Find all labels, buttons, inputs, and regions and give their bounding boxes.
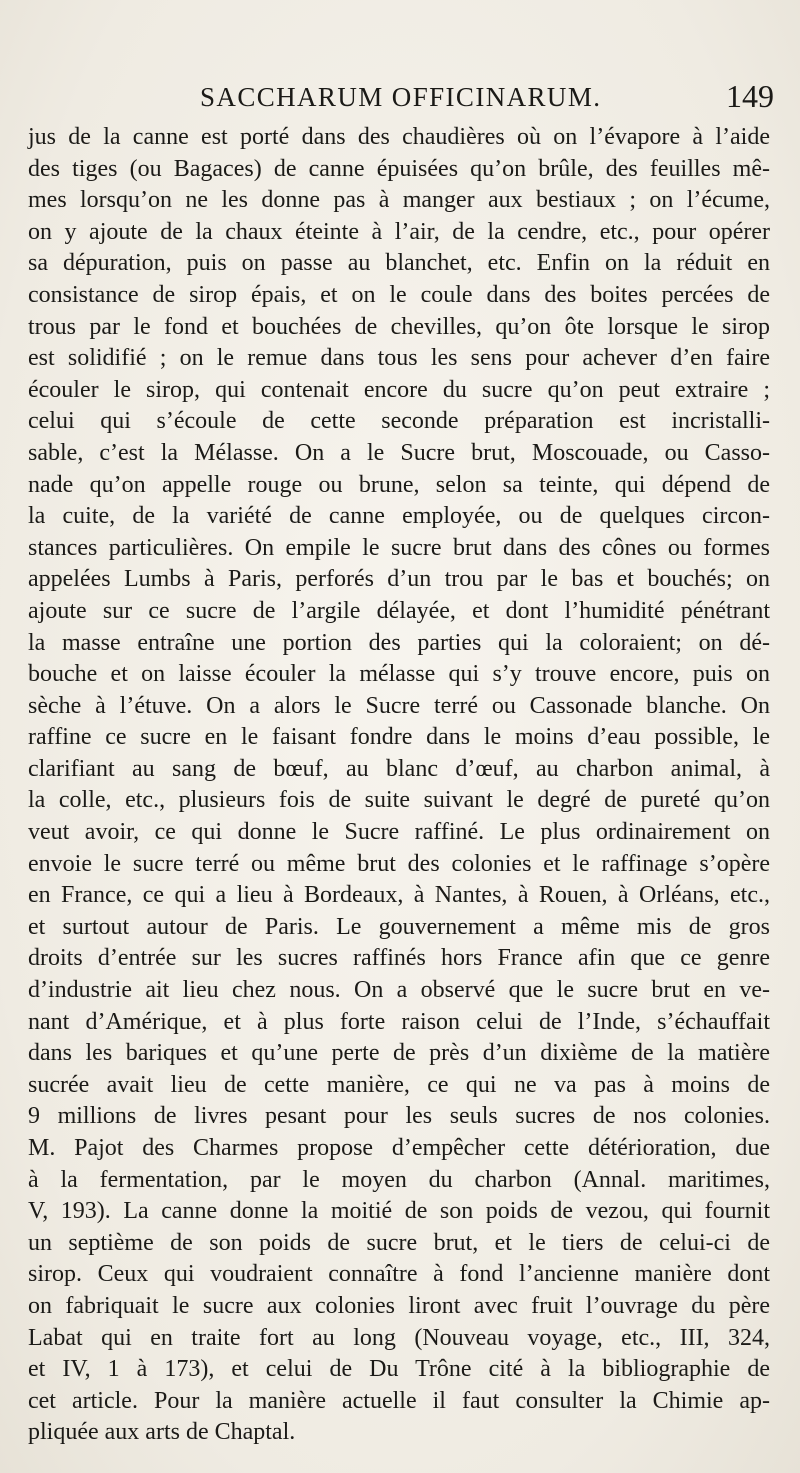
text-line: écouler le sirop, qui contenait encore du sucre qu’on peut extraire ;: [28, 376, 770, 403]
text-line: mes lorsqu’on ne les donne pas à manger aux bestiaux ; on l’écume,: [28, 187, 770, 214]
text-line: appelées Lumbs à Paris, perforés d’un trou par le bas et bouchés; on: [28, 566, 770, 593]
text-line: on fabriquait le sucre aux colonies liront avec fruit l’ouvrage du père: [28, 1292, 770, 1319]
text-line: consistance de sirop épais, et on le coule dans des boites percées de: [28, 281, 770, 308]
text-line: des tiges (ou Bagaces) de canne épuisées qu’on brûle, des feuilles mê-: [28, 155, 770, 182]
text-line: Labat qui en traite fort au long (Nouveau voyage, etc., III, 324,: [28, 1324, 770, 1351]
text-line: ajoute sur ce sucre de l’argile délayée, et dont l’humidité pénétrant: [28, 597, 770, 624]
text-line: droits d’entrée sur les sucres raffinés hors France afin que ce genre: [28, 945, 770, 972]
text-line: à la fermentation, par le moyen du charbon (Annal. maritimes,: [28, 1166, 770, 1193]
text-line: la cuite, de la variété de canne employée, ou de quelques circon-: [28, 503, 770, 530]
text-line: jus de la canne est porté dans des chaudières où on l’évapore à l’aide: [28, 124, 770, 150]
text-line: nade qu’on appelle rouge ou brune, selon sa teinte, qui dépend de: [28, 471, 770, 498]
text-line: M. Pajot des Charmes propose d’empêcher cette détérioration, due: [28, 1135, 770, 1161]
text-line: veut avoir, ce qui donne le Sucre raffiné. Le plus ordinairement on: [28, 819, 770, 846]
text-line: en France, ce qui a lieu à Bordeaux, à Nantes, à Rouen, à Orléans, etc.,: [28, 882, 770, 909]
body-text: [28, 122, 770, 1449]
text-line: celui qui s’écoule de cette seconde préparation est incristalli-: [28, 408, 770, 435]
text-line: on y ajoute de la chaux éteinte à l’air, de la cendre, etc., pour opérer: [28, 218, 770, 245]
text-line: V, 193). La canne donne la moitié de son poids de vezou, qui fournit: [28, 1198, 770, 1225]
page-number: 149: [726, 78, 774, 114]
text-line: trous par le fond et bouchées de chevilles, qu’on ôte lorsque le sirop: [28, 313, 770, 340]
text-line: la colle, etc., plusieurs fois de suite suivant le degré de pureté qu’on: [28, 787, 770, 814]
text-line: et surtout autour de Paris. Le gouvernement a même mis de gros: [28, 913, 770, 940]
text-line: pliquée aux arts de Chaptal.: [28, 1419, 296, 1446]
text-line: nant d’Amérique, et à plus forte raison celui de l’Inde, s’échauffait: [28, 1008, 770, 1035]
text-line: un septième de son poids de sucre brut, et le tiers de celui-ci de: [28, 1229, 770, 1256]
text-line: bouche et on laisse écouler la mélasse qui s’y trouve encore, puis on: [28, 661, 770, 688]
text-line: sable, c’est la Mélasse. On a le Sucre brut, Moscouade, ou Casso-: [28, 439, 770, 466]
text-line: est solidifié ; on le remue dans tous les sens pour achever d’en faire: [28, 345, 770, 372]
running-head: [0, 78, 800, 114]
text-line: et IV, 1 à 173), et celui de Du Trône cité à la bibliographie de: [28, 1356, 770, 1383]
text-line: 9 millions de livres pesant pour les seuls sucres de nos colonies.: [28, 1103, 770, 1130]
text-line: d’industrie ait lieu chez nous. On a observé que le sucre brut en ve-: [28, 977, 770, 1004]
text-line: sèche à l’étuve. On a alors le Sucre terré ou Cassonade blanche. On: [28, 692, 770, 719]
text-line: la masse entraîne une portion des parties qui la coloraient; on dé-: [28, 629, 770, 656]
text-line: sirop. Ceux qui voudraient connaître à fond l’ancienne manière dont: [28, 1261, 770, 1288]
text-line: sucrée avait lieu de cette manière, ce qui ne va pas à moins de: [28, 1071, 770, 1098]
text-line: envoie le sucre terré ou même brut des colonies et le raffinage s’opère: [28, 850, 770, 877]
text-line: cet article. Pour la manière actuelle il faut consulter la Chimie ap-: [28, 1387, 770, 1414]
text-line: sa dépuration, puis on passe au blanchet, etc. Enfin on la réduit en: [28, 250, 770, 277]
text-line: clarifiant au sang de bœuf, au blanc d’œuf, au charbon animal, à: [28, 755, 770, 782]
text-line: dans les bariques et qu’une perte de près d’un dixième de la matière: [28, 1040, 770, 1067]
text-line: stances particulières. On empile le sucre brut dans des cônes ou formes: [28, 534, 770, 561]
text-line: raffine ce sucre en le faisant fondre dans le moins d’eau possible, le: [28, 724, 770, 751]
running-title: SACCHARUM OFFICINARUM.: [200, 82, 602, 112]
